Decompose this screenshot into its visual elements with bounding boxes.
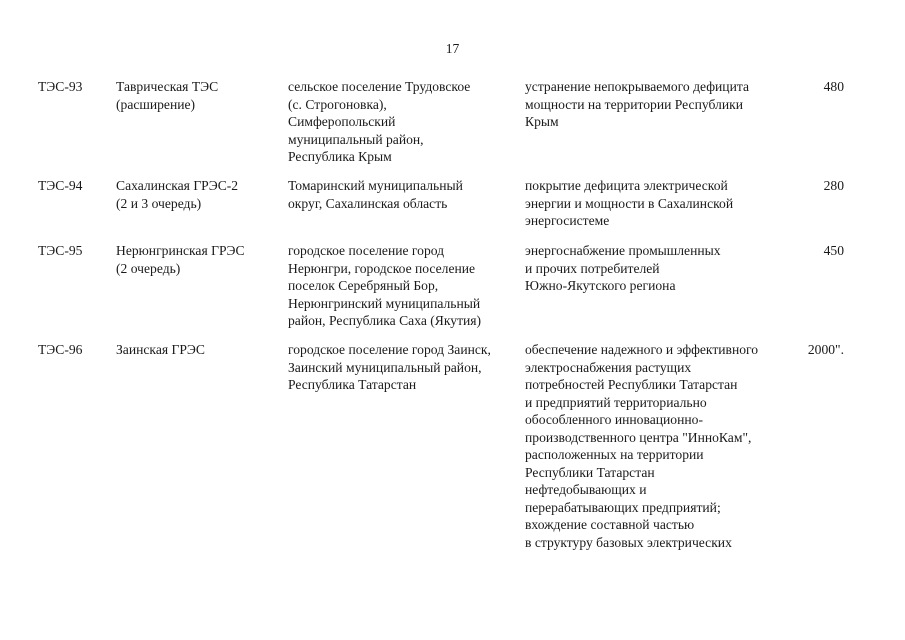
plant-name-line: (2 и 3 очередь) <box>116 195 202 211</box>
plant-location <box>288 78 470 166</box>
purpose-line: перерабатывающих предприятий; <box>525 499 721 515</box>
location-line: округ, Сахалинская область <box>288 195 448 211</box>
purpose-line: вхождение составной частью <box>525 517 695 532</box>
plant-name-line: (2 очередь) <box>116 260 181 276</box>
purpose-line: энергосистеме <box>525 213 610 228</box>
plant-code: ТЭС-95 <box>38 243 83 258</box>
location-line: (с. Строгоновка), <box>288 96 387 112</box>
purpose-line: Южно-Якутского региона <box>525 278 676 293</box>
purpose-line: обособленного инновационно- <box>525 412 703 427</box>
purpose-line: производственного центра "ИнноКам", <box>525 429 752 445</box>
plant-location <box>288 341 491 394</box>
purpose-line: электроснабжения растущих <box>525 359 692 375</box>
purpose-line: энергии и мощности в Сахалинской <box>525 195 734 211</box>
location-line: сельское поселение Трудовское <box>288 79 471 94</box>
plant-purpose <box>525 78 749 131</box>
purpose-line: покрытие дефицита электрической <box>525 178 728 193</box>
purpose-line: в структуру базовых электрических <box>525 534 732 550</box>
purpose-line: энергоснабжение промышленных <box>525 243 721 258</box>
plant-purpose <box>525 341 758 551</box>
plant-purpose <box>525 177 733 230</box>
location-line: Республика Крым <box>288 149 392 164</box>
purpose-line: мощности на территории Республики <box>525 96 743 112</box>
purpose-line: Крым <box>525 114 559 129</box>
location-line: Республика Татарстан <box>288 377 417 392</box>
purpose-line: и предприятий территориально <box>525 394 707 410</box>
purpose-line: и прочих потребителей <box>525 260 660 276</box>
location-line: Нерюнгри, городское поселение <box>288 260 476 276</box>
purpose-line: обеспечение надежного и эффективного <box>525 342 759 357</box>
plant-location <box>288 177 463 212</box>
location-line: муниципальный район, <box>288 131 424 147</box>
plant-code: ТЭС-94 <box>38 178 83 193</box>
plant-purpose <box>525 242 721 295</box>
plant-code: ТЭС-96 <box>38 342 83 357</box>
location-line: Заинский муниципальный район, <box>288 359 482 375</box>
plant-power: 280 <box>823 178 844 193</box>
plant-name <box>116 177 238 212</box>
location-line: Томаринский муниципальный <box>288 178 463 193</box>
plant-name <box>116 78 218 113</box>
purpose-line: Республики Татарстан <box>525 464 655 480</box>
purpose-line: потребностей Республики Татарстан <box>525 377 738 392</box>
plant-name-line: Нерюнгринская ГРЭС <box>116 243 245 258</box>
location-line: городское поселение город Заинск, <box>288 342 491 357</box>
location-line: поселок Серебряный Бор, <box>288 278 439 293</box>
plant-location <box>288 242 481 330</box>
plant-code: ТЭС-93 <box>38 79 83 94</box>
plant-name-line: Заинская ГРЭС <box>116 342 205 357</box>
purpose-line: расположенных на территории <box>525 447 704 462</box>
plant-name <box>116 341 205 359</box>
location-line: район, Республика Саха (Якутия) <box>288 313 482 328</box>
page-number: 17 <box>445 41 460 56</box>
plant-name-line: (расширение) <box>116 96 196 112</box>
plant-power: 480 <box>823 79 844 94</box>
plant-power: 2000". <box>807 342 844 357</box>
location-line: Симферопольский <box>288 114 396 129</box>
purpose-line: нефтедобывающих и <box>525 482 647 497</box>
plant-name <box>116 242 245 277</box>
plant-name-line: Таврическая ТЭС <box>116 79 219 94</box>
plant-power: 450 <box>823 243 844 258</box>
location-line: Нерюнгринский муниципальный <box>288 295 481 311</box>
plant-name-line: Сахалинская ГРЭС-2 <box>116 178 239 193</box>
purpose-line: устранение непокрываемого дефицита <box>525 79 749 94</box>
location-line: городское поселение город <box>288 243 445 258</box>
